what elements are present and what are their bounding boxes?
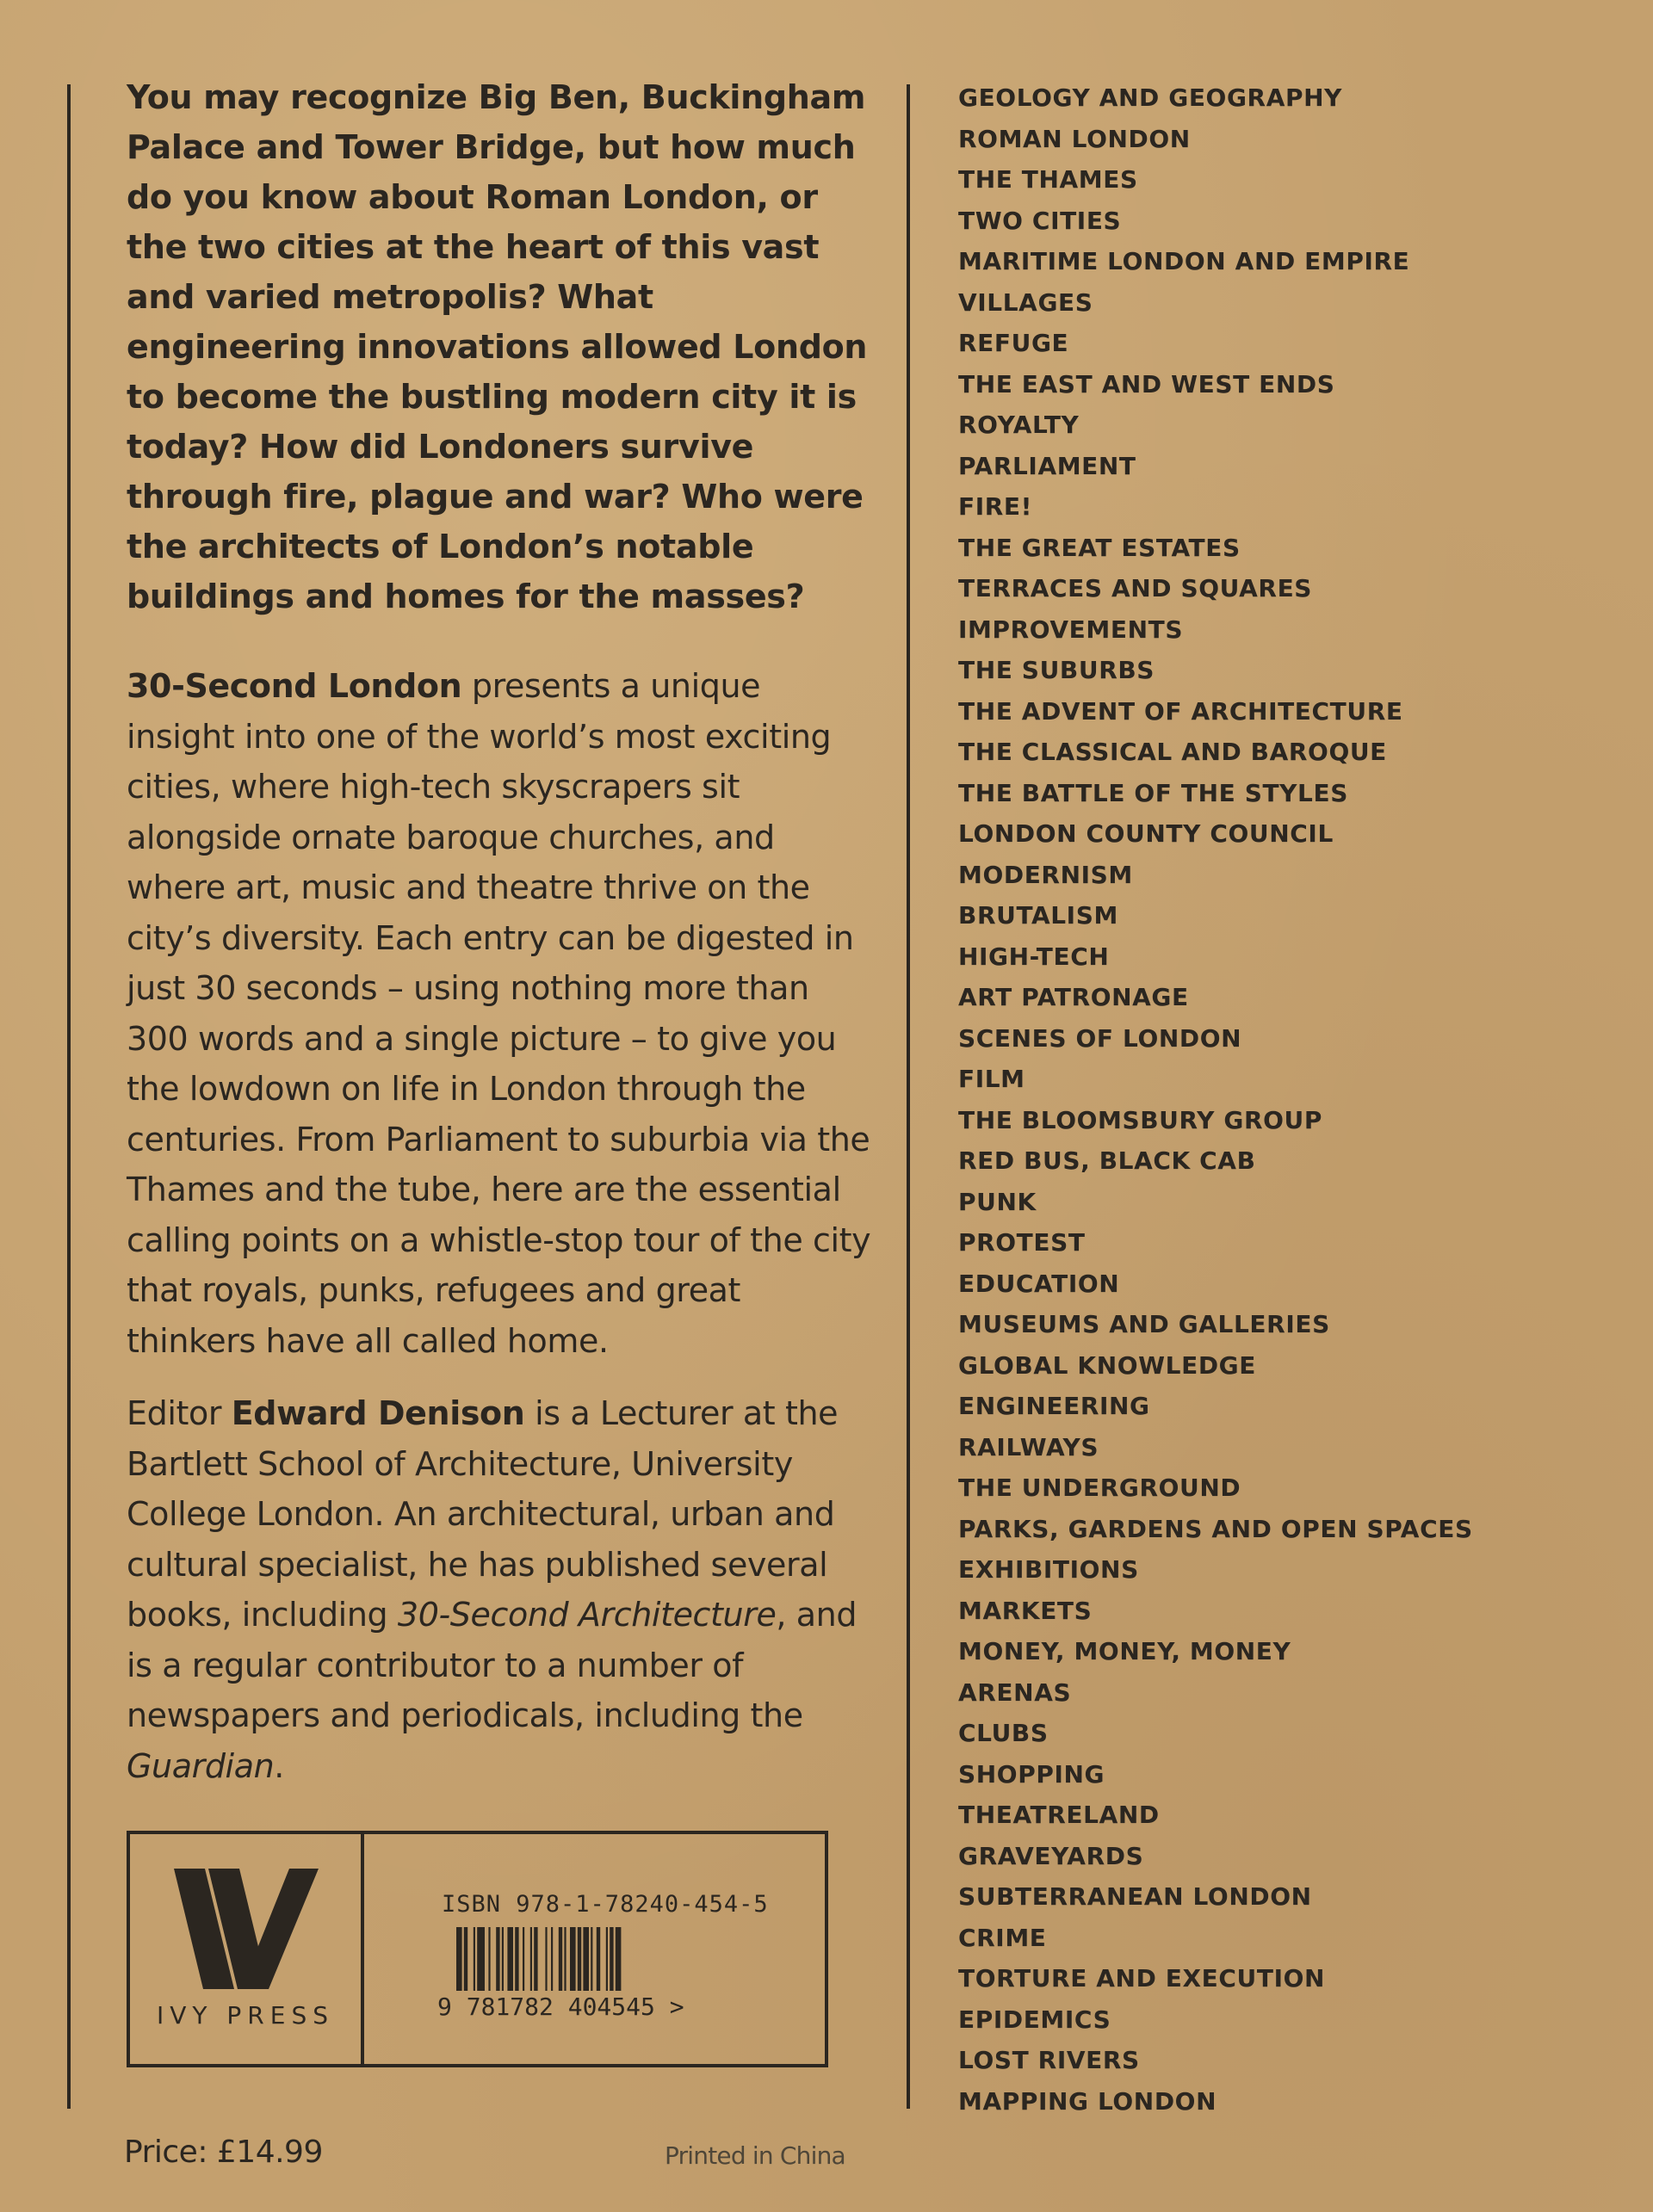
barcode-graphic — [437, 1927, 773, 2022]
barcode-digits: 9 781782 404545 > — [437, 1993, 684, 2021]
contents-item: THE BATTLE OF THE STYLES — [958, 778, 1348, 807]
editor-bio — [127, 1388, 876, 1791]
contents-item: ENGINEERING — [958, 1392, 1150, 1420]
barcode-bar — [616, 1927, 622, 1991]
barcode-bar — [597, 1927, 600, 1991]
contents-item: CLUBS — [958, 1719, 1049, 1747]
contents-item: VILLAGES — [958, 287, 1093, 317]
contents-item: ART PATRONAGE — [958, 983, 1189, 1011]
blurb-text: presents a unique insight into one of the world’s most exciting cities, where high-tech skyscrapers sit alongside ornate baroque churches, and where art, music and theatre thrive on the city’s diversity. Each entry can be digested in just 30 seconds – using nothing more than 300 words and a single picture – to give you the lowdown on life in London through the centuries. From Parliament to suburbia via the Thames and the tube, here are the essential calling points on a whistle-stop tour of the city that royals, punks, refugees and great thinkers have all called home. — [127, 667, 871, 1360]
barcode-bar — [551, 1927, 553, 1991]
contents-item: GRAVEYARDS — [958, 1841, 1144, 1870]
barcode-bar — [464, 1927, 467, 1991]
description-column — [127, 72, 876, 1791]
contents-item: TORTURE AND EXECUTION — [958, 1964, 1326, 1993]
barcode-bar — [591, 1927, 592, 1991]
contents-item: GEOLOGY AND GEOGRAPHY — [958, 83, 1342, 112]
contents-item: TWO CITIES — [958, 206, 1122, 235]
contents-list — [958, 77, 1613, 2122]
contents-item: THE SUBURBS — [958, 656, 1155, 684]
barcode-bar — [610, 1927, 613, 1991]
contents-item: MAPPING LONDON — [958, 2086, 1217, 2116]
newspaper-reference: Guardian — [127, 1746, 275, 1785]
contents-item: LOST RIVERS — [958, 2046, 1140, 2074]
barcode-bar — [515, 1927, 518, 1991]
barcode-bar — [534, 1927, 537, 1991]
contents-item: THE BLOOMSBURY GROUP — [958, 1105, 1322, 1134]
publisher-name: IVY PRESS — [157, 2001, 334, 2030]
contents-item: RAILWAYS — [958, 1432, 1099, 1461]
editor-name: Edward Denison — [231, 1394, 525, 1432]
contents-item: TERRACES AND SQUARES — [958, 574, 1313, 602]
barcode-bar — [488, 1927, 490, 1991]
bio-text-2: , and is a regular contributor to a number of newspapers and periodicals, including the — [127, 1596, 857, 1734]
contents-item: MARKETS — [958, 1596, 1093, 1625]
barcode-bar — [474, 1927, 475, 1991]
barcode-bar — [583, 1927, 589, 1991]
middle-rule — [907, 84, 910, 2109]
contents-item: GLOBAL KNOWLEDGE — [958, 1350, 1256, 1380]
contents-item: SHOPPING — [958, 1759, 1105, 1789]
bio-text-3: . — [274, 1746, 284, 1785]
barcode-bar — [530, 1927, 532, 1991]
barcode-area — [364, 1834, 825, 2064]
contents-item: ARENAS — [958, 1678, 1072, 1707]
contents-item: HIGH-TECH — [958, 942, 1110, 971]
contents-item: LONDON COUNTY COUNCIL — [958, 819, 1334, 848]
contents-item: PROTEST — [958, 1228, 1086, 1257]
publisher-box — [127, 1831, 828, 2067]
contents-item: SCENES OF LONDON — [958, 1023, 1242, 1053]
barcode-bar — [570, 1927, 576, 1991]
barcode-bar — [477, 1927, 485, 1991]
bio-prefix: Editor — [127, 1394, 232, 1432]
contents-item: MARITIME LONDON AND EMPIRE — [958, 247, 1410, 275]
contents-item: THE UNDERGROUND — [958, 1474, 1241, 1502]
isbn-label: ISBN 978-1-78240-454-5 — [442, 1891, 769, 1918]
contents-item: BRUTALISM — [958, 901, 1118, 930]
contents-item: MODERNISM — [958, 860, 1133, 889]
contents-item: ROMAN LONDON — [958, 124, 1191, 153]
barcode-bar — [564, 1927, 566, 1991]
barcode-bar — [545, 1927, 547, 1991]
contents-item: FILM — [958, 1065, 1025, 1093]
contents-item: MONEY, MONEY, MONEY — [958, 1637, 1291, 1665]
contents-item: IMPROVEMENTS — [958, 615, 1184, 644]
barcode-bar — [578, 1927, 581, 1991]
contents-item: PARLIAMENT — [958, 451, 1136, 480]
barcode-bar — [502, 1927, 504, 1991]
printed-in: Printed in China — [665, 2141, 845, 2170]
barcode-bar — [456, 1927, 462, 1991]
barcode-bar — [606, 1927, 608, 1991]
contents-item: FIRE! — [958, 492, 1033, 521]
contents-item: THEATRELAND — [958, 1801, 1160, 1829]
contents-item: CRIME — [958, 1923, 1047, 1952]
contents-item: EDUCATION — [958, 1269, 1120, 1298]
publisher-logo — [130, 1834, 364, 2064]
price: Price: £14.99 — [124, 2135, 323, 2170]
contents-item: THE EAST AND WEST ENDS — [958, 369, 1335, 399]
contents-item: EPIDEMICS — [958, 2005, 1111, 2034]
left-rule — [67, 84, 71, 2109]
barcode-bar — [559, 1927, 562, 1991]
contents-item: ROYALTY — [958, 411, 1080, 439]
contents-item: EXHIBITIONS — [958, 1555, 1139, 1584]
bio-text-1: is a Lecturer at the Bartlett School of Architecture, University College London. An architectural, urban and cultural specialist, he has published several books, including — [127, 1394, 839, 1634]
contents-item: RED BUS, BLACK CAB — [958, 1146, 1256, 1175]
book-reference: 30-Second Architecture — [397, 1596, 777, 1634]
blurb-paragraph — [127, 661, 876, 1366]
ivy-press-logo-icon — [172, 1869, 319, 1989]
contents-item: THE ADVENT OF ARCHITECTURE — [958, 696, 1403, 726]
contents-item: SUBTERRANEAN LONDON — [958, 1882, 1312, 1911]
contents-item: REFUGE — [958, 329, 1069, 357]
barcode-bar — [523, 1927, 524, 1991]
book-title: 30-Second London — [127, 667, 462, 705]
intro-paragraph: You may recognize Big Ben, Buckingham Palace and Tower Bridge, but how much do you know about Roman London, or the two cities at the heart of this vast and varied metropolis? What engineering innovations allowed London to become the bustling modern city it is today? How did Londoners survive through fire, plague and war? Who were the architects of London’s notable buildings and homes for the masses? — [127, 78, 868, 615]
barcode-bar — [507, 1927, 513, 1991]
contents-item: THE CLASSICAL AND BAROQUE — [958, 738, 1387, 766]
contents-item: MUSEUMS AND GALLERIES — [958, 1310, 1330, 1338]
barcode-bar — [496, 1927, 499, 1991]
contents-item: THE THAMES — [958, 165, 1138, 194]
contents-item: PARKS, GARDENS AND OPEN SPACES — [958, 1514, 1473, 1543]
contents-item: PUNK — [958, 1187, 1037, 1216]
contents-item: THE GREAT ESTATES — [958, 533, 1241, 562]
